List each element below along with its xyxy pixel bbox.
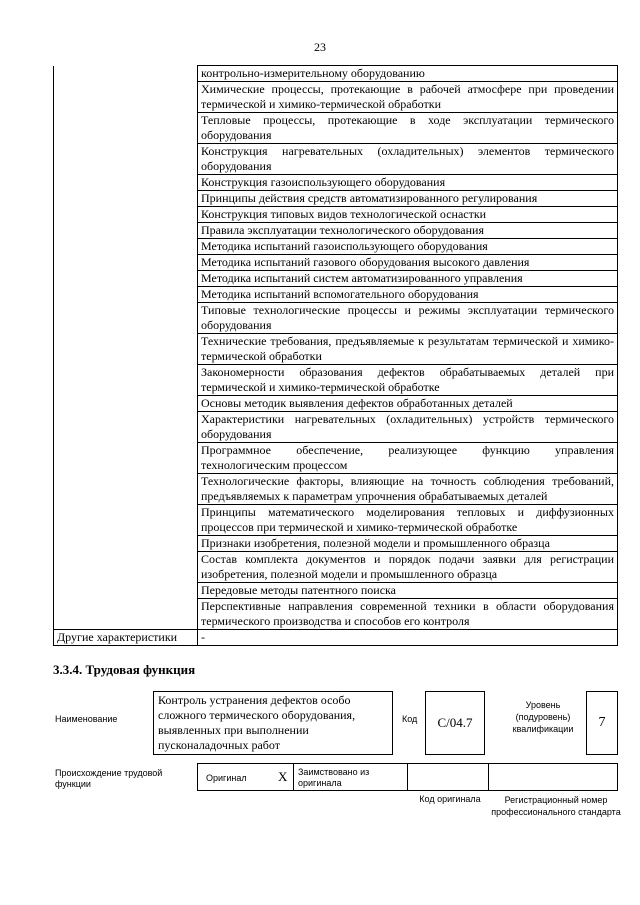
row-label-cell — [54, 474, 198, 505]
row-value-cell: Основы методик выявления дефектов обработанных деталей — [198, 396, 618, 412]
borrowed-cell — [293, 763, 408, 791]
row-label-cell — [54, 505, 198, 536]
row-value-cell: Принципы действия средств автоматизированного регулирования — [198, 191, 618, 207]
row-value-cell: Методика испытаний газоиспользующего оборудования — [198, 239, 618, 255]
row-value-cell: Программное обеспечение, реализующее функцию управления технологическим процессом — [198, 443, 618, 474]
table-row — [54, 271, 618, 287]
row-value-cell: Конструкция типовых видов технологической оснастки — [198, 207, 618, 223]
row-label-cell — [54, 443, 198, 474]
row-label-cell — [54, 191, 198, 207]
row-label-cell — [54, 536, 198, 552]
table-row — [54, 505, 618, 536]
qualification-level-label: Уровень (подуровень) квалификации — [512, 700, 574, 734]
table-row — [54, 255, 618, 271]
name-label: Наименование — [55, 714, 118, 724]
reg-number-cell — [488, 763, 618, 791]
row-label-cell — [54, 175, 198, 191]
row-value-cell: Технологические факторы, влияющие на точность соблюдения требований, предъявляемых к параметрам упрочнения обрабатываемых деталей — [198, 474, 618, 505]
table-row — [54, 144, 618, 175]
row-value-cell: Типовые технологические процессы и режимы эксплуатации термического оборудования — [198, 303, 618, 334]
row-value-cell: Состав комплекта документов и порядок подачи заявки для регистрации изобретения, полезной модели и промышленного образца — [198, 552, 618, 583]
table-row — [54, 175, 618, 191]
row-value-cell: Правила эксплуатации технологического оборудования — [198, 223, 618, 239]
row-value-cell: Методика испытаний систем автоматизированного управления — [198, 271, 618, 287]
table-row — [54, 583, 618, 599]
table-row — [54, 536, 618, 552]
row-label-cell — [54, 412, 198, 443]
table-row — [54, 412, 618, 443]
row-label-cell — [54, 583, 198, 599]
table-row — [54, 303, 618, 334]
table-row — [54, 82, 618, 113]
knowledge-table — [53, 65, 618, 646]
row-label-cell — [54, 113, 198, 144]
code-label: Код — [402, 714, 418, 724]
row-label-cell — [54, 223, 198, 239]
row-value-cell: Тепловые процессы, протекающие в ходе эксплуатации термического оборудования — [198, 113, 618, 144]
table-row — [54, 396, 618, 412]
row-label-cell — [54, 287, 198, 303]
table-row — [54, 207, 618, 223]
row-label-cell — [54, 66, 198, 82]
table-row — [54, 191, 618, 207]
row-label-cell — [54, 255, 198, 271]
row-label-cell — [54, 396, 198, 412]
qualification-level-box: 7 — [586, 691, 618, 755]
row-value-cell: Химические процессы, протекающие в рабочей атмосфере при проведении термической и химико-термической обработки — [198, 82, 618, 113]
row-value-cell: Конструкция нагревательных (охладительных) элементов термического оборудования — [198, 144, 618, 175]
row-value-cell: Принципы математического моделирования тепловых и диффузионных процессов при термической и химико-термической обработке — [198, 505, 618, 536]
original-mark: X — [278, 769, 288, 784]
code-original-label: Код оригинала — [419, 794, 481, 804]
reg-number-label: Регистрационный номер профессионального стандарта — [491, 795, 621, 817]
page-number: 23 — [314, 40, 326, 54]
row-label-cell — [54, 82, 198, 113]
original-label: Оригинал — [206, 773, 247, 783]
table-row — [54, 365, 618, 396]
row-value-cell: Технические требования, предъявляемые к результатам термической и химико-термической обработки — [198, 334, 618, 365]
row-label-cell — [54, 207, 198, 223]
table-row — [54, 223, 618, 239]
row-value-cell: контрольно-измерительному оборудованию — [198, 66, 618, 82]
other-characteristics-value: - — [198, 630, 618, 646]
row-label-cell — [54, 334, 198, 365]
row-value-cell: Перспективные направления современной техники в области оборудования термического производства и способов его контроля — [198, 599, 618, 630]
row-label-cell — [54, 365, 198, 396]
row-label-cell — [54, 239, 198, 255]
row-label-cell — [54, 303, 198, 334]
table-row — [54, 287, 618, 303]
row-value-cell: Признаки изобретения, полезной модели и промышленного образца — [198, 536, 618, 552]
code-original-cell — [407, 763, 489, 791]
row-label-cell — [54, 271, 198, 287]
row-label-cell — [54, 144, 198, 175]
row-value-cell: Характеристики нагревательных (охладительных) устройств термического оборудования — [198, 412, 618, 443]
row-value-cell: Закономерности образования дефектов обрабатываемых деталей при термической и химико-термической обработке — [198, 365, 618, 396]
row-value-cell: Методика испытаний газового оборудования высокого давления — [198, 255, 618, 271]
table-row — [54, 474, 618, 505]
table-row — [54, 552, 618, 583]
table-row — [54, 113, 618, 144]
origin-label: Происхождение трудовой функции — [55, 768, 163, 789]
other-characteristics-label: Другие характеристики — [54, 630, 198, 646]
row-label-cell — [54, 552, 198, 583]
row-label-cell — [54, 599, 198, 630]
original-cell — [197, 763, 294, 791]
row-value-cell: Методика испытаний вспомогательного оборудования — [198, 287, 618, 303]
code-value-box: C/04.7 — [425, 691, 485, 755]
table-row — [54, 239, 618, 255]
row-value-cell: Конструкция газоиспользующего оборудования — [198, 175, 618, 191]
table-row — [54, 66, 618, 82]
function-name-box: Контроль устранения дефектов особо сложного термического оборудования, выявленных при выполнении пусконаладочных работ — [153, 691, 393, 755]
table-row — [54, 599, 618, 630]
other-characteristics-row — [54, 630, 618, 646]
row-value-cell: Передовые методы патентного поиска — [198, 583, 618, 599]
borrowed-label: Заимствовано из оригинала — [298, 767, 370, 788]
table-row — [54, 443, 618, 474]
section-title: 3.3.4. Трудовая функция — [53, 662, 196, 677]
table-row — [54, 334, 618, 365]
